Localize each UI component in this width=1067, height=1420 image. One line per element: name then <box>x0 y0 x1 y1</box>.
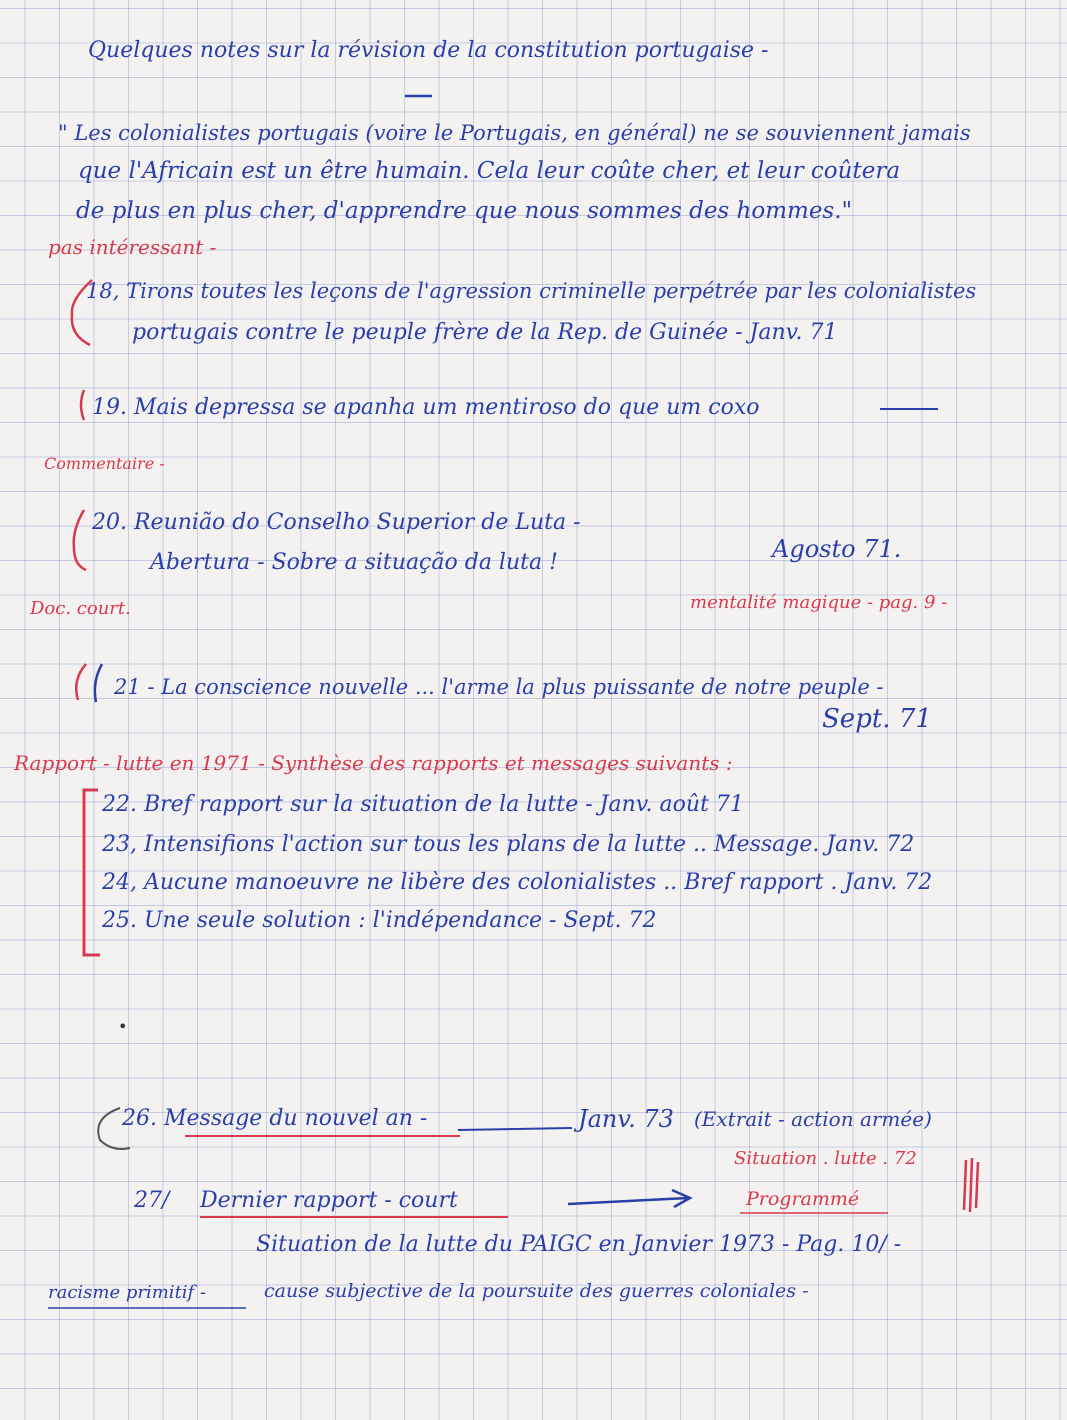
item-18-line-1: 18, Tirons toutes les leçons de l'agression criminelle perpétrée par les colonialistes <box>86 279 977 303</box>
group-header-22-25: Rapport - lutte en 1971 - Synthèse des rapports et messages suivants : <box>14 751 733 775</box>
margin-note-20-left: Doc. court. <box>30 598 131 619</box>
page-title: Quelques notes sur la révision de la constitution portugaise - <box>88 38 769 63</box>
line-26 <box>458 1128 572 1130</box>
margin-note-26: Situation . lutte . 72 <box>734 1148 917 1169</box>
item-26-date: Janv. 73 <box>578 1105 674 1133</box>
item-20-date: Agosto 71. <box>772 535 902 563</box>
item-18-line-2: portugais contre le peuple frère de la Rep. de Guinée - Janv. 71 <box>132 320 838 345</box>
item-22: 22. Bref rapport sur la situation de la lutte - Janv. août 71 <box>102 792 744 817</box>
arrow-27 <box>568 1190 690 1207</box>
item-23: 23, Intensifions l'action sur tous les plans de la lutte .. Message. Janv. 72 <box>102 832 915 857</box>
item-27-line-3: cause subjective de la poursuite des guerres coloniales - <box>264 1280 809 1302</box>
bracket-20 <box>74 510 86 570</box>
quote-line-2: que l'Africain est un être humain. Cela leur coûte cher, et leur coûtera <box>78 158 901 184</box>
quote-line-3: de plus en plus cher, d'apprendre que nous sommes des hommes." <box>76 198 853 224</box>
item-27-red-note: Programmé <box>746 1188 860 1210</box>
item-27-line-2: Situation de la lutte du PAIGC en Janvier 1973 - Pag. 10/ - <box>256 1232 902 1257</box>
bracket-21 <box>76 664 86 700</box>
red-strokes <box>964 1158 978 1212</box>
quote-line-1: " Les colonialistes portugais (voire le Portugais, en général) ne se souviennent jamais <box>58 121 971 145</box>
item-26-note: (Extrait - action armée) <box>694 1107 932 1131</box>
margin-note-20-right: mentalité magique - pag. 9 - <box>690 592 948 613</box>
bullet-dot: • <box>118 1017 128 1036</box>
item-26-line-1: 26. Message du nouvel an - <box>122 1106 428 1131</box>
item-20-line-2: Abertura - Sobre a situação da luta ! <box>150 550 558 575</box>
item-24: 24, Aucune manoeuvre ne libère des colonialistes .. Bref rapport . Janv. 72 <box>102 870 933 895</box>
item-25: 25. Une seule solution : l'indépendance - Sept. 72 <box>102 908 657 933</box>
item-27-label: 27/ <box>134 1188 170 1213</box>
bracket-22-25 <box>84 790 100 955</box>
item-21-line-1: 21 - La conscience nouvelle ... l'arme la plus puissante de notre peuple - <box>114 675 884 699</box>
bracket-21b <box>95 664 102 702</box>
margin-note-19: Commentaire - <box>44 454 165 473</box>
item-20-line-1: 20. Reunião do Conselho Superior de Luta - <box>92 510 581 535</box>
margin-note-27: racisme primitif - <box>48 1282 207 1303</box>
bracket-19 <box>81 390 84 420</box>
item-19: 19. Mais depressa se apanha um mentiroso do que um coxo <box>92 395 760 420</box>
item-21-date: Sept. 71 <box>822 704 932 734</box>
margin-note-18: pas intéressant - <box>48 235 217 259</box>
item-27-text: Dernier rapport - court <box>200 1188 458 1213</box>
